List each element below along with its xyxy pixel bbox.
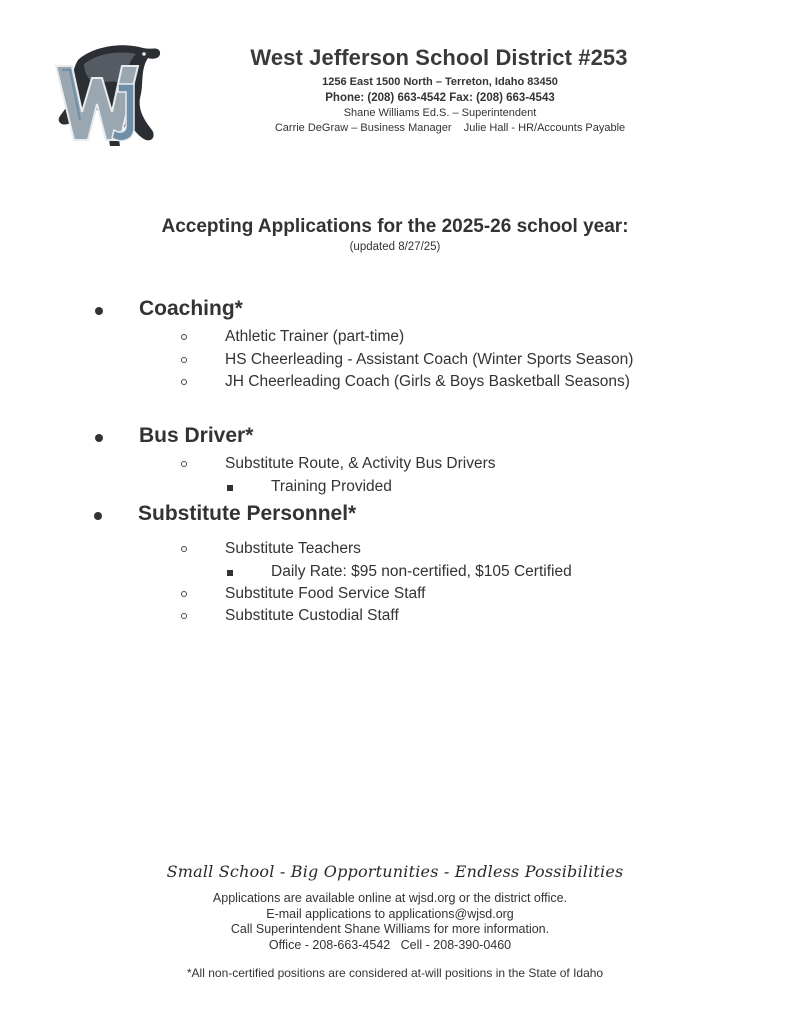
category-coaching: Coaching* bbox=[139, 297, 243, 320]
district-name: West Jefferson School District #253 bbox=[250, 45, 628, 70]
list-item: Substitute Custodial Staff bbox=[225, 607, 399, 624]
staff-line: Carrie DeGraw – Business Manager Julie Hall - HR/Accounts Payable bbox=[274, 122, 626, 134]
at-will-note: *All non-certified positions are considered at-will positions in the State of Idaho bbox=[186, 966, 604, 980]
list-item: Substitute Food Service Staff bbox=[225, 585, 426, 602]
circle-bullet-icon bbox=[181, 613, 187, 619]
list-subitem: Training Provided bbox=[271, 478, 392, 495]
list-item: Substitute Route, & Activity Bus Drivers bbox=[225, 455, 496, 472]
bullet-icon bbox=[95, 307, 103, 315]
page-title: Accepting Applications for the 2025-26 school year: bbox=[161, 216, 629, 237]
slogan: Small School - Big Opportunities - Endless Possibilities bbox=[166, 861, 624, 881]
category-substitute-personnel: Substitute Personnel* bbox=[138, 502, 357, 525]
circle-bullet-icon bbox=[181, 461, 187, 467]
district-address: 1256 East 1500 North – Terreton, Idaho 83450 bbox=[322, 76, 558, 88]
footer-line: Call Superintendent Shane Williams for more information. bbox=[230, 922, 550, 936]
category-bus-driver: Bus Driver* bbox=[139, 424, 254, 447]
slogan-row bbox=[165, 856, 625, 886]
footer-line: Office - 208-663-4542 Cell - 208-390-0460 bbox=[268, 937, 512, 952]
district-phone-fax: Phone: (208) 663-4542 Fax: (208) 663-4543 bbox=[325, 92, 555, 104]
panther-w-logo-icon bbox=[48, 40, 164, 152]
square-bullet-icon bbox=[227, 485, 233, 491]
list-subitem: Daily Rate: $95 non-certified, $105 Certified bbox=[271, 563, 572, 580]
list-item: Substitute Teachers bbox=[225, 540, 361, 557]
footer-line: E-mail applications to applications@wjsd.org bbox=[266, 906, 514, 921]
circle-bullet-icon bbox=[181, 334, 187, 340]
list-item: JH Cheerleading Coach (Girls & Boys Basketball Seasons) bbox=[225, 373, 630, 390]
circle-bullet-icon bbox=[181, 379, 187, 385]
updated-date: (updated 8/27/25) bbox=[349, 241, 441, 253]
circle-bullet-icon bbox=[181, 357, 187, 363]
footer-line: Applications are available online at wjsd.org or the district office. bbox=[212, 891, 568, 905]
circle-bullet-icon bbox=[181, 591, 187, 597]
bullet-icon bbox=[95, 434, 103, 442]
bullet-icon bbox=[94, 512, 102, 520]
square-bullet-icon bbox=[227, 570, 233, 576]
circle-bullet-icon bbox=[181, 546, 187, 552]
superintendent-line: Shane Williams Ed.S. – Superintendent bbox=[343, 107, 537, 119]
footer-contact bbox=[150, 891, 630, 953]
list-item: HS Cheerleading - Assistant Coach (Winter Sports Season) bbox=[225, 351, 634, 368]
list-item: Athletic Trainer (part-time) bbox=[225, 328, 405, 345]
